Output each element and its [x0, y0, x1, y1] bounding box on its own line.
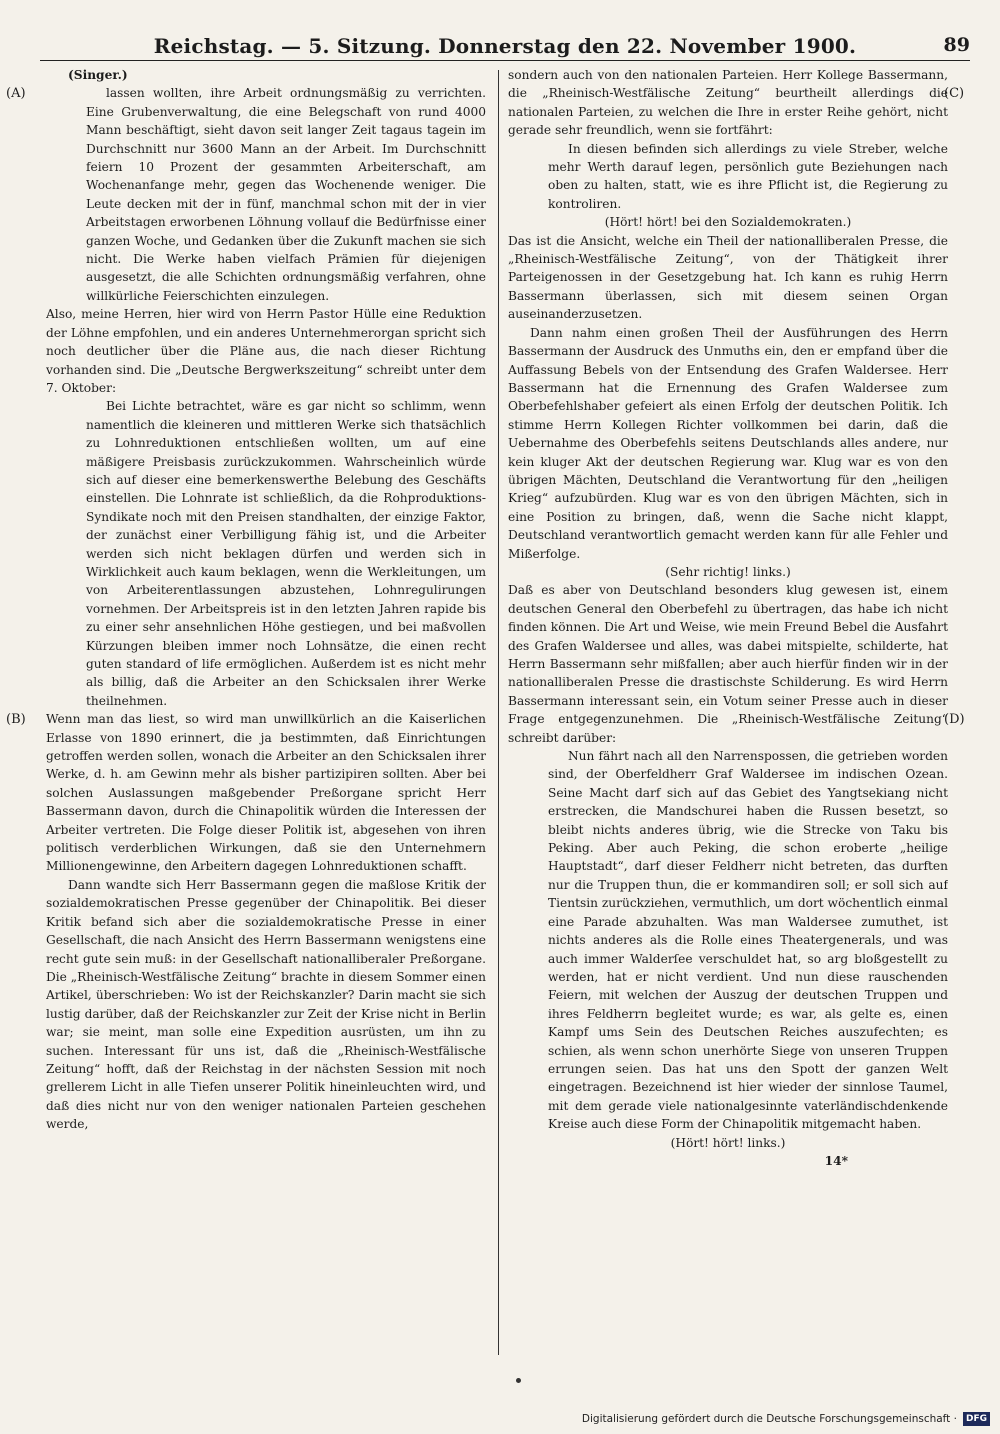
- paragraph: Das ist die Ansicht, welche ein Theil der nationalliberalen Presse, die „Rheinisch-Westfälische Zeitung“, von der Thätigkeit ihrer Parteigenossen in der Gesetzgebung hat. Ich kann es ruhig Herrn Bassermann überlassen, sich mit diesem seinen Organ auseinanderzusetzen.: [508, 233, 948, 322]
- interjection: (Sehr richtig! links.): [665, 564, 791, 579]
- margin-marker-b: (B): [6, 712, 26, 727]
- page-number: 89: [943, 34, 970, 56]
- print-dot: [516, 1378, 521, 1383]
- paragraph: sondern auch von den nationalen Parteien. Herr Kollege Bassermann, die „Rheinisch-Westfälische Zeitung“ beurtheilt allerdings die nationalen Parteien, zu welchen die Ihre in erster Reihe gehört, nicht gerade sehr freundlich, wenn sie fortfährt:: [508, 68, 948, 138]
- funding-credit: Digitalisierung gefördert durch die Deutsche Forschungsgemeinschaft ·: [581, 1413, 957, 1425]
- digitization-footer: [582, 1411, 990, 1427]
- margin-marker-a: (A): [6, 86, 26, 101]
- quoted-passage: In diesen befinden sich allerdings zu viele Streber, welche mehr Werth darauf legen, persönlich gute Beziehungen nach oben zu halten, statt, wie es ihre Pflicht ist, die Regierung zu kontroliren.: [548, 141, 948, 211]
- dfg-logo: DFG: [963, 1412, 990, 1426]
- margin-marker-d: (D): [944, 712, 965, 727]
- quoted-passage: Nun fährt nach all den Narrenspossen, die getrieben worden sind, der Oberfeldherr Graf Waldersee im indischen Ozean. Seine Macht darf sich auf das Gebiet des Yangtsekiang nicht erstrecken, die Mandschurei haben die Russen besetzt, so bleibt nichts anderes übrig, wie die Strecke von Taku bis Peking. Aber auch Peking, die schon eroberte „heilige Hauptstadt“, darf dieser Feldherr nicht betreten, das durften nur die Truppen thun, die er kommandiren soll; er soll sich auf Tientsin zurückziehen, vermuthlich, um dort wöchentlich einmal eine Parade abzuhalten. Was man Waldersee zumuthet, ist nichts anderes als die Rolle eines Theatergenerals, und was auch immer Walderſee verschuldet hat, so arg bloßgestellt zu werden, hat er nicht verdient. Und nun diese rauschenden Feiern, mit welchen der Auszug der deutschen Truppen und ihres Feldherrn begleitet wurde; es war, als gelte es, einen Kampf ums Sein des Deutschen Reiches auszufechten; es schien, als wenn schon unerhörte Siege von unseren Truppen errungen seien. Das hat uns den Spott der ganzen Welt eingetragen. Bezeichnend ist hier wieder der sinnlose Taumel, mit dem gerade viele nationalgesinnte vaterländischdenkende Kreise auch diese Form der Chinapolitik mitgemacht haben.: [548, 749, 948, 1132]
- paragraph: Also, meine Herren, hier wird von Herrn Pastor Hülle eine Reduktion der Löhne empfohlen, und ein anderes Unternehmerorgan spricht sich noch deutlicher über die Pläne aus, die nach dieser Richtung vorhanden sind. Die „Deutsche Bergwerkszeitung“ schreibt unter dem 7. Oktober:: [46, 307, 486, 395]
- quoted-passage: lassen wollten, ihre Arbeit ordnungsmäßig zu verrichten. Eine Grubenverwaltung, die eine Belegschaft von rund 4000 Mann beschäftigt, sieht davon seit langer Zeit tagaus tagein im Durchschnitt nur 3600 Mann an der Arbeit. Im Durchschnitt feiern 10 Prozent der gesammten Arbeiterschaft, am Wochenanfange mehr, gegen das Wochenende weniger. Die Leute decken mit der in fünf, manchmal schon mit der in vier Arbeitstagen erworbenen Löhnung vollauf die Bedürfnisse einer ganzen Woche, und Gedanken über die Zukunft machen sie sich nicht. Die Werke haben vielfach Prämien für diejenigen ausgesetzt, die alle Schichten ordnungsmäßig verfahren, ohne willkürliche Feierschichten einzulegen.: [86, 86, 486, 303]
- paragraph: Daß es aber von Deutschland besonders klug gewesen ist, einem deutschen General den Oberbefehl zu übertragen, das habe ich nicht finden können. Die Art und Weise, wie mein Freund Bebel die Ausfahrt des Grafen Waldersee und alles, was dabei mitspielte, schilderte, hat Herrn Bassermann sehr mißfallen; aber auch hierfür finden wir in der nationalliberalen Presse die drastischste Schilderung. Es wird Herrn Bassermann interessant sein, ein Votum seiner Presse auch in dieser Frage entgegenzunehmen. Die „Rheinisch-Westfälische Zeitung“ schreibt darüber:: [508, 583, 948, 745]
- paragraph: Dann wandte sich Herr Bassermann gegen die maßlose Kritik der sozialdemokratischen Presse gegenüber der Chinapolitik. Bei dieser Kritik befand sich aber die sozialdemokratische Presse in einer Gesellschaft, die nach Ansicht des Herrn Bassermann wenigstens eine recht gute sein muß: in der Gesellschaft nationalliberaler Preßorgane. Die „Rheinisch-Westfälische Zeitung“ brachte in diesem Sommer einen Artikel, überschrieben: Wo ist der Reichskanzler? Darin macht sie sich lustig darüber, daß der Reichskanzler zur Zeit der Krise nicht in Berlin war; sie meint, man solle eine Expedition ausrüsten, um ihn zu suchen. Interessant für uns ist, daß die „Rheinisch-Westfälische Zeitung“ hofft, daß der Reichstag in der nächsten Session mit noch grellerem Licht in alle Tiefen unserer Politik hineinleuchten wird, und daß dies nicht nur von den weniger nationalen Parteien geschehen werde,: [46, 877, 486, 1132]
- signature-mark: 14*: [824, 1153, 848, 1168]
- speaker-name: (Singer.): [68, 68, 128, 82]
- interjection: (Hört! hört! bei den Sozialdemokraten.): [604, 215, 852, 230]
- margin-marker-c: (C): [944, 86, 965, 101]
- interjection: (Hört! hört! links.): [670, 1135, 786, 1150]
- left-column: [46, 66, 486, 1362]
- paragraph: Dann nahm einen großen Theil der Ausführungen des Herrn Bassermann der Ausdruck des Unmuths ein, den er empfand über die Auffassung Bebels von der Entsendung des Grafen Waldersee. Herr Bassermann hat die Ernennung des Grafen Waldersee zum Oberbefehlshaber gefeiert als einen Erfolg der deutschen Politik. Ich stimme Herrn Kollegen Richter vollkommen bei darin, daß die Uebernahme des Oberbefehls seitens Deutschlands alles andere, nur kein kluger Akt der deutschen Regierung war. Klug war es von den übrigen Mächten, Deutschland die Verantwortung für den „heiligen Krieg“ aufzubürden. Klug war es von den übrigen Mächten, sich in eine Position zu bringen, daß, wenn die Sache nicht klappt, Deutschland verantwortlich gemacht werden kann für alle Fehler und Mißerfolge.: [508, 325, 948, 561]
- page-header: [40, 30, 970, 61]
- right-column: [508, 66, 948, 1362]
- quoted-passage: Bei Lichte betrachtet, wäre es gar nicht so schlimm, wenn namentlich die kleineren und mittleren Werke sich thatsächlich zu Lohnreduktionen entschließen wollten, um auf eine mäßigere Preisbasis zurückzukommen. Wahrscheinlich würde sich auf dieser eine bemerkenswerthe Belebung des Geschäfts einstellen. Die Lohnrate ist schließlich, da die Rohproduktions-Syndikate noch mit den Preisen standhalten, der einzige Faktor, der zunächst einer Verbilligung fähig ist, und die Arbeiter werden sich nicht beklagen dürfen und werden sich in Wirklichkeit auch kaum beklagen, wenn die Werkleitungen, um von Arbeiterentlassungen abzustehen, Lohnregulirungen vornehmen. Der Arbeitspreis ist in den letzten Jahren rapide bis zu einer sehr ansehnlichen Höhe gestiegen, und bei maßvollen Kürzungen bleiben immer noch Lohnsätze, die einen recht guten standard of life ermöglichen. Außerdem ist es nicht mehr als billig, daß die Arbeiter an den Schicksalen ihrer Werke theilnehmen.: [86, 399, 486, 708]
- running-title: Reichstag. — 5. Sitzung. Donnerstag den 22. November 1900.: [153, 34, 857, 58]
- column-divider: [498, 70, 499, 1355]
- paragraph: Wenn man das liest, so wird man unwillkürlich an die Kaiserlichen Erlasse von 1890 erinnert, die ja bestimmten, daß Einrichtungen getroffen werden sollen, wonach die Arbeiter an den Schicksalen ihrer Werke, d. h. am Gewinn mehr als bisher partizipiren sollten. Aber bei solchen Auslassungen maßgebender Preßorgane spricht Herr Bassermann davon, durch die Chinapolitik würden die Interessen der Arbeiter vertreten. Die Folge dieser Politik ist, abgesehen von ihren politisch verderblichen Wirkungen, daß sie den Unternehmern Millionengewinne, den Arbeitern dagegen Lohnreduktionen schafft.: [46, 712, 486, 874]
